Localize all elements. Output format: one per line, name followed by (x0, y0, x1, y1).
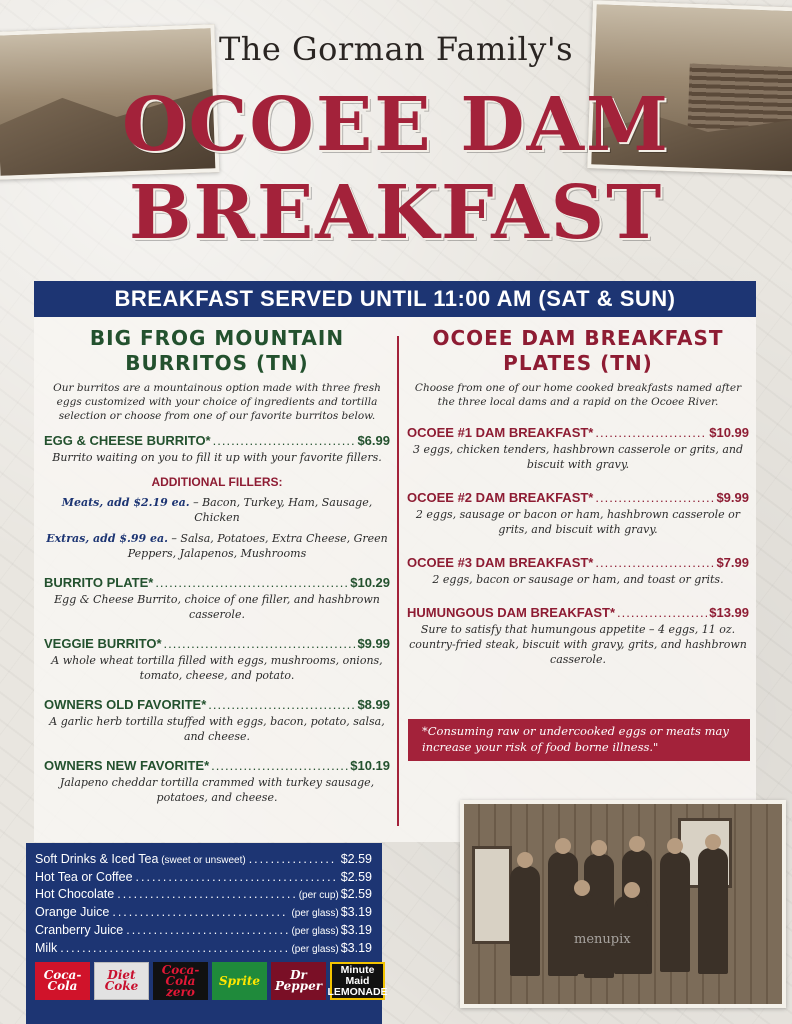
menu-item-ocoee-1 (407, 425, 749, 440)
item-name: OCOEE #2 DAM BREAKFAST* (407, 490, 594, 505)
menu-item-humungous (407, 605, 749, 620)
plates-title-line2: PLATES (TN) (503, 351, 653, 375)
sprite-logo: Sprite (212, 962, 267, 1000)
drink-row (35, 869, 372, 886)
menu-item-egg-cheese-burrito (44, 433, 390, 448)
item-description: 2 eggs, bacon or sausage or ham, and toast or grits. (432, 573, 724, 586)
menu-item-burrito-plate (44, 575, 390, 590)
drink-name (35, 940, 57, 957)
filler-extras-label: Extras, add $.99 ea. (46, 532, 168, 545)
coca-cola-logo: Coca-Cola (35, 962, 90, 1000)
item-description: A whole wheat tortilla filled with eggs, mushrooms, onions, tomato, cheese, and potato. (51, 654, 383, 682)
drink-name (35, 851, 246, 869)
menu-item-owners-new-favorite (44, 758, 390, 773)
drink-price: $3.19 (340, 941, 372, 955)
menu-item-ocoee-3 (407, 555, 749, 570)
hours-banner: BREAKFAST SERVED UNTIL 11:00 AM (SAT & SUN) (34, 281, 756, 317)
minute-maid-logo: Minute Maid LEMONADE (330, 962, 385, 1000)
historic-workers-photo (460, 800, 786, 1008)
item-description: Jalapeno cheddar tortilla crammed with turkey sausage, potatoes, and cheese. (59, 776, 375, 804)
drink-name (35, 869, 133, 886)
drink-name-text: Milk (35, 941, 58, 955)
item-description: A garlic herb tortilla stuffed with eggs, bacon, potato, salsa, and cheese. (49, 715, 385, 743)
item-name: VEGGIE BURRITO* (44, 636, 162, 651)
diet-coke-logo: Diet Coke (94, 962, 149, 1000)
burritos-title (44, 326, 390, 376)
drink-price: $3.19 (340, 923, 372, 937)
item-description: Burrito waiting on you to fill it up with your favorite fillers. (52, 451, 382, 464)
drink-name (35, 886, 114, 903)
menu-title-line2: BREAKFAST (128, 170, 664, 256)
item-name: EGG & CHEESE BURRITO* (44, 433, 211, 448)
drink-row (35, 922, 372, 940)
item-name: OCOEE #3 DAM BREAKFAST* (407, 555, 594, 570)
item-price: $10.29 (350, 575, 390, 590)
drink-price: $3.19 (340, 905, 372, 919)
burritos-description: Our burritos are a mountainous option made with three fresh eggs customized with your choice of ingredients and tortilla selection or choose from one of our favorite burritos below. (53, 382, 381, 422)
item-name: OCOEE #1 DAM BREAKFAST* (407, 425, 594, 440)
item-name: OWNERS OLD FAVORITE* (44, 697, 207, 712)
item-price: $10.19 (350, 758, 390, 773)
drink-row (35, 886, 372, 904)
watermark: menupix (574, 932, 631, 947)
column-divider (397, 336, 399, 826)
food-safety-warning: *Consuming raw or undercooked eggs or meats may increase your risk of food borne illness." (408, 719, 750, 761)
drink-name-text: Orange Juice (35, 905, 110, 919)
filler-meats-text: – Bacon, Turkey, Ham, Sausage, Chicken (189, 496, 373, 524)
drink-name-text: Cranberry Juice (35, 923, 124, 937)
drink-name-text: Hot Chocolate (35, 887, 115, 901)
burritos-section (44, 322, 390, 819)
item-price: $9.99 (357, 636, 390, 651)
item-price: $9.99 (716, 490, 749, 505)
item-price: $8.99 (357, 697, 390, 712)
burritos-title-line1: BIG FROG MOUNTAIN (89, 326, 345, 350)
filler-meats-label: Meats, add $2.19 ea. (61, 496, 190, 509)
item-description: 2 eggs, sausage or bacon or ham, hashbrown casserole or grits, and biscuit with gravy. (415, 508, 741, 536)
drink-name-text: Hot Tea or Coffee (35, 870, 133, 884)
drink-name-text: Soft Drinks & Iced Tea (35, 852, 159, 866)
drink-note: (per glass) (291, 926, 339, 937)
plates-section (407, 322, 749, 685)
drink-note: (per cup) (298, 890, 339, 901)
family-name-header: The Gorman Family's (218, 30, 574, 68)
drink-name (35, 904, 109, 921)
filler-meats (44, 495, 390, 525)
drink-price: $2.59 (340, 852, 372, 866)
plates-title (407, 326, 749, 376)
plates-description: Choose from one of our home cooked breakfasts named after the three local dams and a rapid on the Ocoee River. (414, 382, 742, 408)
filler-extras (44, 531, 390, 561)
item-description: 3 eggs, chicken tenders, hashbrown casserole or grits, and biscuit with gravy. (412, 443, 744, 471)
beverage-logos (35, 962, 388, 1000)
burritos-title-line2: BURRITOS (TN) (125, 351, 309, 375)
menu-title-line1: OCOEE DAM (122, 82, 670, 168)
drink-price: $2.59 (340, 870, 372, 884)
item-price: $13.99 (709, 605, 749, 620)
fillers-heading: ADDITIONAL FILLERS: (151, 475, 283, 489)
drink-note: (per glass) (291, 944, 339, 955)
item-name: HUMUNGOUS DAM BREAKFAST* (407, 605, 615, 620)
drink-row (35, 851, 372, 869)
drink-row (35, 940, 372, 958)
drink-price: $2.59 (340, 887, 372, 901)
item-description: Egg & Cheese Burrito, choice of one filler, and hashbrown casserole. (54, 593, 380, 621)
menu-item-ocoee-2 (407, 490, 749, 505)
item-price: $10.99 (709, 425, 749, 440)
drink-note: (per glass) (291, 908, 339, 919)
menu-item-owners-old-favorite (44, 697, 390, 712)
menu-item-veggie-burrito (44, 636, 390, 651)
item-description: Sure to satisfy that humungous appetite – 4 eggs, 11 oz. country-fried steak, biscuit with gravy, grits, and hashbrown casserole. (409, 623, 747, 666)
drink-row (35, 904, 372, 922)
item-name: OWNERS NEW FAVORITE* (44, 758, 210, 773)
item-price: $6.99 (357, 433, 390, 448)
dr-pepper-logo: Dr Pepper (271, 962, 326, 1000)
drink-sub: (sweet or unsweet) (158, 855, 246, 866)
drink-name (35, 922, 123, 939)
item-price: $7.99 (716, 555, 749, 570)
filler-extras-text: – Salsa, Potatoes, Extra Cheese, Green Peppers, Jalapenos, Mushrooms (127, 532, 388, 560)
coke-zero-logo: Coca-Cola zero (153, 962, 208, 1000)
item-name: BURRITO PLATE* (44, 575, 154, 590)
plates-title-line1: OCOEE DAM BREAKFAST (432, 326, 724, 350)
